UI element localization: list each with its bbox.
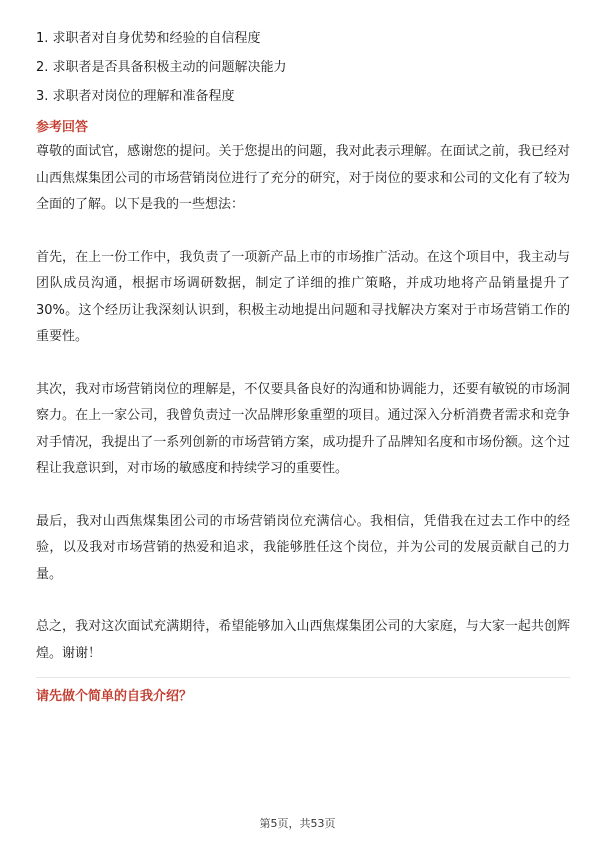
next-question-heading: 请先做个简单的自我介绍？: [36, 689, 193, 704]
answer-heading: 参考回答: [36, 120, 89, 135]
evaluation-criteria-list: [36, 0, 570, 111]
section-divider: [36, 677, 570, 678]
criteria-item-3: 3. 求职者对岗位的理解和准备程度: [36, 89, 235, 104]
page-number: 第5页，共53页: [259, 817, 336, 830]
paragraph-spacer: [36, 351, 570, 377]
paragraph-spacer: [36, 219, 570, 245]
paragraph-spacer: [36, 588, 570, 614]
criteria-item-1: 1. 求职者对自身优势和经验的自信程度: [36, 31, 261, 46]
answer-paragraph-conclusion: 总之，我对这次面试充满期待，希望能够加入山西焦煤集团公司的大家庭，与大家一起共创辉煌。谢谢！: [36, 619, 570, 661]
document-page: [36, 0, 570, 708]
answer-paragraph-third: 最后，我对山西焦煤集团公司的市场营销岗位充满信心。我相信，凭借我在过去工作中的经验，以及我对市场营销的热爱和追求，我能够胜任这个岗位，并为公司的发展贡献自己的力量。: [36, 513, 570, 582]
answer-paragraph-second: 其次，我对市场营销岗位的理解是，不仅要具备良好的沟通和协调能力，还要有敏锐的市场洞察力。在上一家公司，我曾负责过一次品牌形象重塑的项目。通过深入分析消费者需求和竞争对手情况，我提出了一系列创新的市场营销方案，成功提升了品牌知名度和市场份额。这个过程让我意识到，对市场的敏感度和持续学习的重要性。: [36, 381, 570, 476]
answer-paragraph-intro: 尊敬的面试官，感谢您的提问。关于您提出的问题，我对此表示理解。在面试之前，我已经对山西焦煤集团公司的市场营销岗位进行了充分的研究，对于岗位的要求和公司的文化有了较为全面的了解。以下是我的一些想法：: [36, 144, 570, 212]
criteria-item-2: 2. 求职者是否具备积极主动的问题解决能力: [36, 60, 287, 75]
page-footer: [0, 815, 595, 831]
paragraph-spacer: [36, 483, 570, 509]
answer-paragraph-first: 首先，在上一份工作中，我负责了一项新产品上市的市场推广活动。在这个项目中，我主动与团队成员沟通，根据市场调研数据，制定了详细的推广策略，并成功地将产品销量提升了30%。这个经历让我深刻认识到，积极主动地提出问题和寻找解决方案对于市场营销工作的重要性。: [36, 249, 570, 344]
